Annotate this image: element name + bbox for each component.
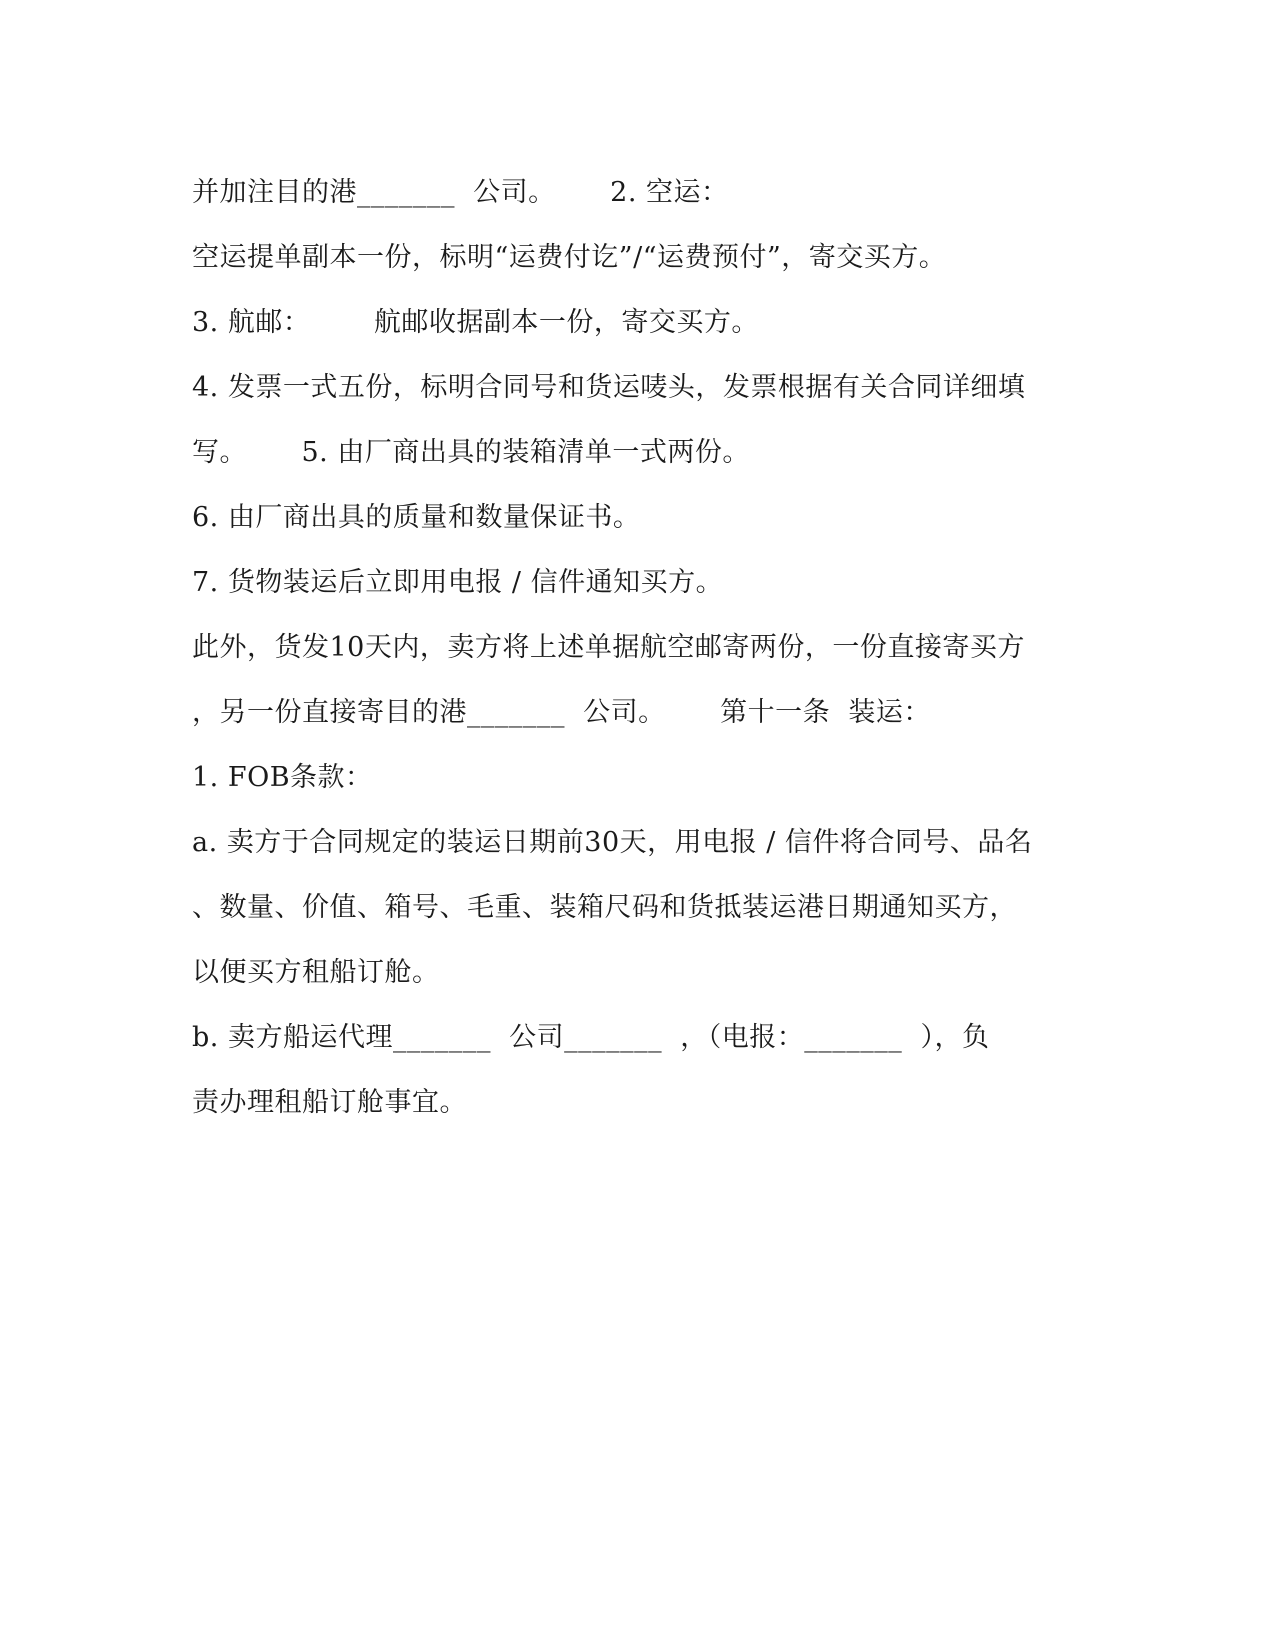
text-line: 4. 发票一式五份，标明合同号和货运唛头，发票根据有关合同详细填 <box>192 372 1026 403</box>
text-line: 7. 货物装运后立即用电报 / 信件通知买方。 <box>192 567 724 598</box>
text-line: a. 卖方于合同规定的装运日期前30天，用电报 / 信件将合同号、品名 <box>192 827 1033 858</box>
text-line: 3. 航邮： 航邮收据副本一份，寄交买方。 <box>192 307 759 338</box>
text-line: ，另一份直接寄目的港_______ 公司。 第十一条 装运： <box>192 697 931 728</box>
text-line: 并加注目的港_______ 公司。 2. 空运： <box>192 177 729 208</box>
text-line: 责办理租船订舱事宜。 <box>192 1087 467 1118</box>
text-line: 以便买方租船订舱。 <box>192 957 440 988</box>
document-body <box>192 160 1092 1135</box>
text-line: 、数量、价值、箱号、毛重、装箱尺码和货抵装运港日期通知买方， <box>192 892 1017 923</box>
text-line: 写。 5. 由厂商出具的装箱清单一式两份。 <box>192 437 750 468</box>
text-line: 6. 由厂商出具的质量和数量保证书。 <box>192 502 641 533</box>
text-line: b. 卖方船运代理_______ 公司_______ ，（电报：_______ ），负 <box>192 1022 990 1053</box>
text-line: 空运提单副本一份，标明“运费付讫”/“运费预付”，寄交买方。 <box>192 242 947 273</box>
text-line: 1. FOB条款： <box>192 762 373 793</box>
text-line: 此外，货发10天内，卖方将上述单据航空邮寄两份，一份直接寄买方 <box>192 632 1025 663</box>
